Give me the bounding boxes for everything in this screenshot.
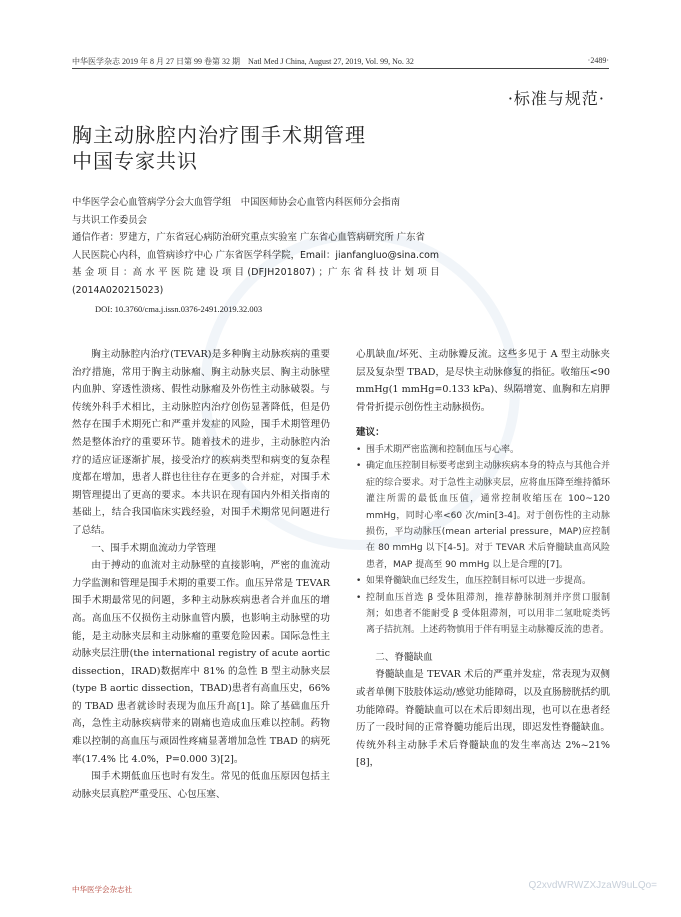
- intro-paragraph: 胸主动脉腔内治疗(TEVAR)是多种胸主动脉疾病的重要治疗措施，常用于胸主动脉瘤、胸主动脉夹层、胸主动脉壁内血肿、穿透性溃疡、假性动脉瘤及外伤性主动脉破裂。与传统外科手术相比，主动脉腔内治疗创伤显著降低，但是仍然存在围手术期死亡和严重并发症的风险，围手术期管理仍然是整体治疗的重要环节。随着技术的进步，主动脉腔内治疗的适应证逐渐扩展，接受治疗的疾病类型和病变的复杂程度都在增加，患者人群也往往存在更多的合并症，对围手术期管理提出了更高的要求。本共识在现有国内外相关指南的基础上，结合我国临床实践经验，对围手术期常见问题进行了总结。: [72, 349, 330, 536]
- title-line-1: 胸主动脉腔内治疗围手术期管理: [72, 123, 366, 147]
- section-heading-1: 一、围手术期血流动力学管理: [91, 542, 216, 554]
- recommendation-item: • 如果脊髓缺血已经发生，血压控制目标可以进一步提高。: [356, 573, 610, 589]
- recommendation-title: 建议：: [356, 427, 385, 439]
- left-column: [72, 346, 330, 803]
- doi: DOI: 10.3760/cma.j.issn.0376-2491.2019.32.003: [95, 304, 263, 314]
- section-tag: ·标准与规范·: [507, 89, 605, 108]
- running-header: 中华医学杂志 2019 年 8 月 27 日第 99 卷第 32 期 Natl Med J China, August 27, 2019, Vol. 99, No. 32: [72, 57, 414, 66]
- footer-code: Q2xvdWRWZXJzaW9uLQo=: [528, 880, 657, 891]
- right-column: [356, 346, 610, 772]
- correspondent-line-2: 人民医院心内科，血管病诊疗中心 广东省医学科学院，Email：jianfangluo@sina.com: [72, 249, 440, 261]
- header-rule: [72, 68, 609, 69]
- fund-line-1: 基 金 项 目 ：高 水 平 医 院 建 设 项 目 (DFJH201807) ；广 东 省 科 技 计 划 项 目: [72, 267, 440, 278]
- recommendation-item: • 确定血压控制目标要考虑到主动脉疾病本身的特点与其他合并症的综合要求。对于急性主动脉夹层，应将血压降至维持循环灌注所需的最低血压值，通常控制收缩压在 100~120 mmHg，同时心率<60 次/min[3-4]。对于创伤性的主动脉损伤，平均动脉压(mean arterial pressure，MAP)应控制在 80 mmHg 以下[4-5]。对于 TEVAR 术后脊髓缺血高风险患者，MAP 提高至 90 mmHg 以上是合理的[7]。: [356, 458, 610, 573]
- recommendation-item: • 控制血压首选 β 受体阻滞剂，推荐静脉制剂并序贯口服制剂；如患者不能耐受 β 受体阻滞剂，可以用非二氢吡啶类钙离子拮抗剂。上述药物慎用于伴有明显主动脉瓣反流的患者。: [356, 590, 610, 639]
- correspondent-line-1: 通信作者：罗建方，广东省冠心病防治研究重点实验室 广东省心血管病研究所 广东省: [72, 232, 425, 243]
- recommendation-list: [356, 442, 610, 639]
- paragraph-hypotension: 围手术期低血压也时有发生。常见的低血压原因包括主动脉夹层真腔严重受压、心包压塞、: [72, 771, 330, 800]
- fund-line-2: (2014A020215023): [72, 284, 164, 296]
- title-line-2: 中国专家共识: [72, 149, 198, 173]
- publisher-logo: 中华医学会杂志社: [72, 885, 132, 894]
- section-heading-2: 二、脊髓缺血: [375, 651, 433, 663]
- recommendation-item: • 围手术期严密监测和控制血压与心率。: [356, 442, 610, 458]
- authors-line-1: 中华医学会心血管病学分会大血管学组 中国医师协会心血管内科医师分会指南: [72, 197, 401, 208]
- page-number: ·2489·: [587, 56, 609, 65]
- article-title: [72, 122, 366, 174]
- paragraph-spinal-ischemia: 脊髓缺血是 TEVAR 术后的严重并发症，常表现为双侧或者单侧下肢肢体运动/感觉功能障碍，以及直肠膀胱括约肌功能障碍。脊髓缺血可以在术后即刻出现，也可以在患者经历了一段时间的正常脊髓功能后出现，即迟发性脊髓缺血。传统外科主动脉手术后脊髓缺血的发生率高达 2%~21%[8]，: [356, 669, 610, 769]
- article-meta: [72, 194, 512, 299]
- paragraph-hemodynamics: 由于搏动的血流对主动脉壁的直接影响，严密的血流动力学监测和管理是围手术期的重要工作。血压异常是 TEVAR 围手术期最常见的问题，多种主动脉疾病患者合并血压的增高。高血压不仅损伤主动脉血管内膜，也影响主动脉壁的功能，是主动脉夹层和主动脉瘤的重要危险因素。国际急性主动脉夹层注册(the international registry of acute aortic dissection，IRAD)数据库中 81% 的急性 B 型主动脉夹层(type B aortic dissection，TBAD)患者有高血压史，66% 的 TBAD 患者就诊时表现为血压升高[1]。除了基础血压升高，急性主动脉疾病带来的剧痛也造成血压难以控制。药物难以控制的高血压与顽固性疼痛显著增加急性 TBAD 的病死率(17.4% 比 4.0%，P=0.000 3)[2]。: [72, 560, 330, 765]
- paragraph-continued: 心肌缺血/坏死、主动脉瓣反流。这些多见于 A 型主动脉夹层及复杂型 TBAD，是尽快主动脉修复的指征。收缩压<90 mmHg(1 mmHg=0.133 kPa)、纵隔增宽、血胸和左肩胛骨骨折提示创伤性主动脉损伤。: [356, 349, 610, 413]
- authors-line-2: 与共识工作委员会: [72, 214, 148, 226]
